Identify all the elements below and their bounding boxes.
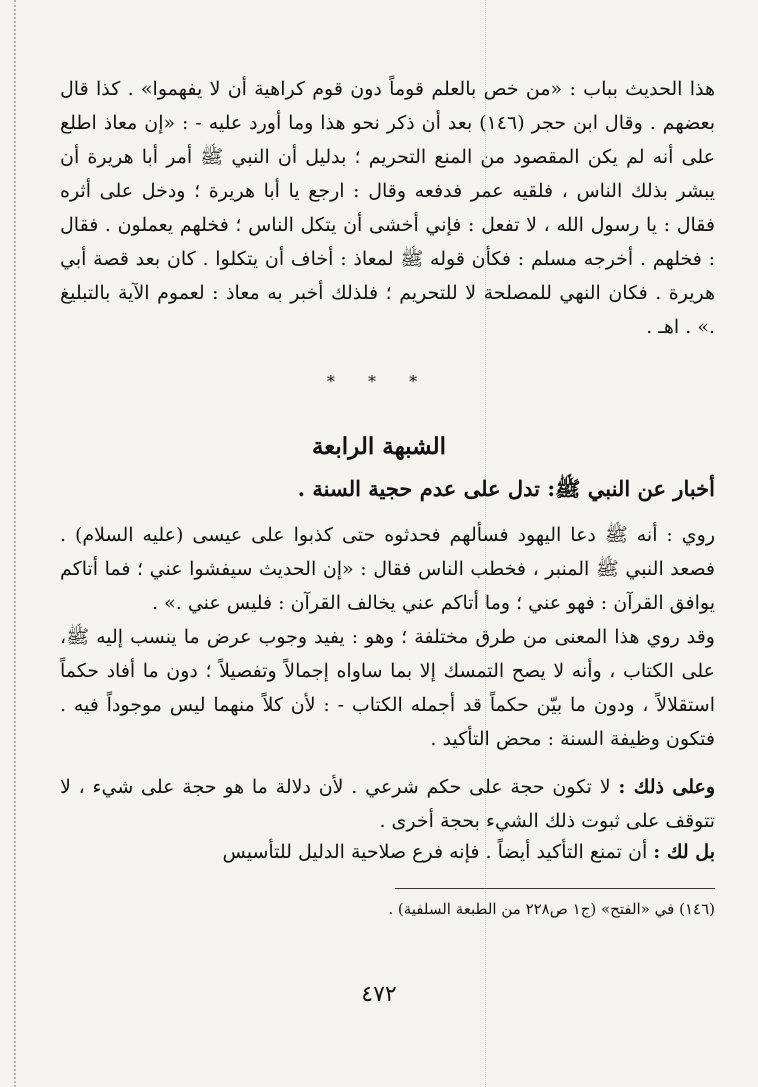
footnote: (١٤٦) في «الفتح» (ج١ ص٢٢٨ من الطبعة السلفية) . <box>388 900 715 918</box>
section-separator-stars: * * * <box>326 372 432 391</box>
section-heading: الشبهة الرابعة <box>311 433 447 460</box>
paragraph-3-text: وقد روي هذا المعنى من طرق مختلفة ؛ وهو : يفيد وجوب عرض ما ينسب إليه ﷺ، على الكتاب ، وأنه لا يصح التمسك إلا بما ساواه إجمالاً وتفصيلاً ؛ دون ما أفاد حكماً استقلالاً ، ودون ما بيّن حكماً قد أجمله الكتاب - : لأن كلاً منهما ليس موجوداً فيه . فتكون وظيفة السنة : محض التأكيد . <box>60 626 715 750</box>
section-subheading: أخبار عن النبي ﷺ: تدل على عدم حجية السنة . <box>297 476 715 501</box>
paragraph-1-text: هذا الحديث بباب : «من خص بالعلم قوماً دون قوم كراهية أن لا يفهموا» . كذا قال بعضهم . وقال ابن حجر (١٤٦) بعد أن ذكر نحو هذا وما أورد عليه - : «إن معاذ اطلع على أنه لم يكن المقصود من المنع التحريم ؛ بدليل أن النبي ﷺ أمر أبا هريرة أن يبشر بذلك الناس ، فلقيه عمر فدفعه وقال : ارجع يا أبا هريرة ؛ ودخل على أثره فقال : يا رسول الله ، لا تفعل : فإني أخشى أن يتكل الناس ؛ فخلهم يعملون . فقال : فخلهم . أخرجه مسلم : فكأن قوله ﷺ لمعاذ : أخاف أن يتكلوا . كان بعد قصة أبي هريرة . فكان النهي للمصلحة لا للتحريم ؛ فلذلك أخبر به معاذ : لعموم الآية بالتبليغ .» . اهـ . <box>60 78 716 338</box>
paragraph-4 <box>60 770 715 838</box>
paragraph-4-lead: وعلى ذلك : <box>618 776 716 798</box>
left-margin-dots <box>14 0 16 1087</box>
page-number: ٤٧٢ <box>361 982 397 1007</box>
paragraph-4-text: لا تكون حجة على حكم شرعي . لأن دلالة ما هو حجة على شيء ، لا تتوقف على ثبوت ذلك الشيء بحجة أخرى . <box>60 776 715 832</box>
footnote-divider <box>395 888 715 889</box>
paragraph-2-text: روي : أنه ﷺ دعا اليهود فسألهم فحدثوه حتى كذبوا على عيسى (عليه السلام) . فصعد النبي ﷺ المنبر ، فخطب الناس فقال : «إن الحديث سيفشوا عني ؛ فما أتاكم يوافق القرآن : فهو عني ؛ وما أتاكم عني يخالف القرآن : فليس عني .» . <box>60 524 715 614</box>
paragraph-3 <box>60 620 715 756</box>
paragraph-1 <box>60 72 715 344</box>
paragraph-5 <box>60 835 715 869</box>
paragraph-5-lead: بل لك : <box>653 841 715 863</box>
paragraph-2 <box>60 518 715 620</box>
paragraph-5-text: أن تمنع التأكيد أيضاً . فإنه فرع صلاحية الدليل للتأسيس <box>222 841 654 863</box>
